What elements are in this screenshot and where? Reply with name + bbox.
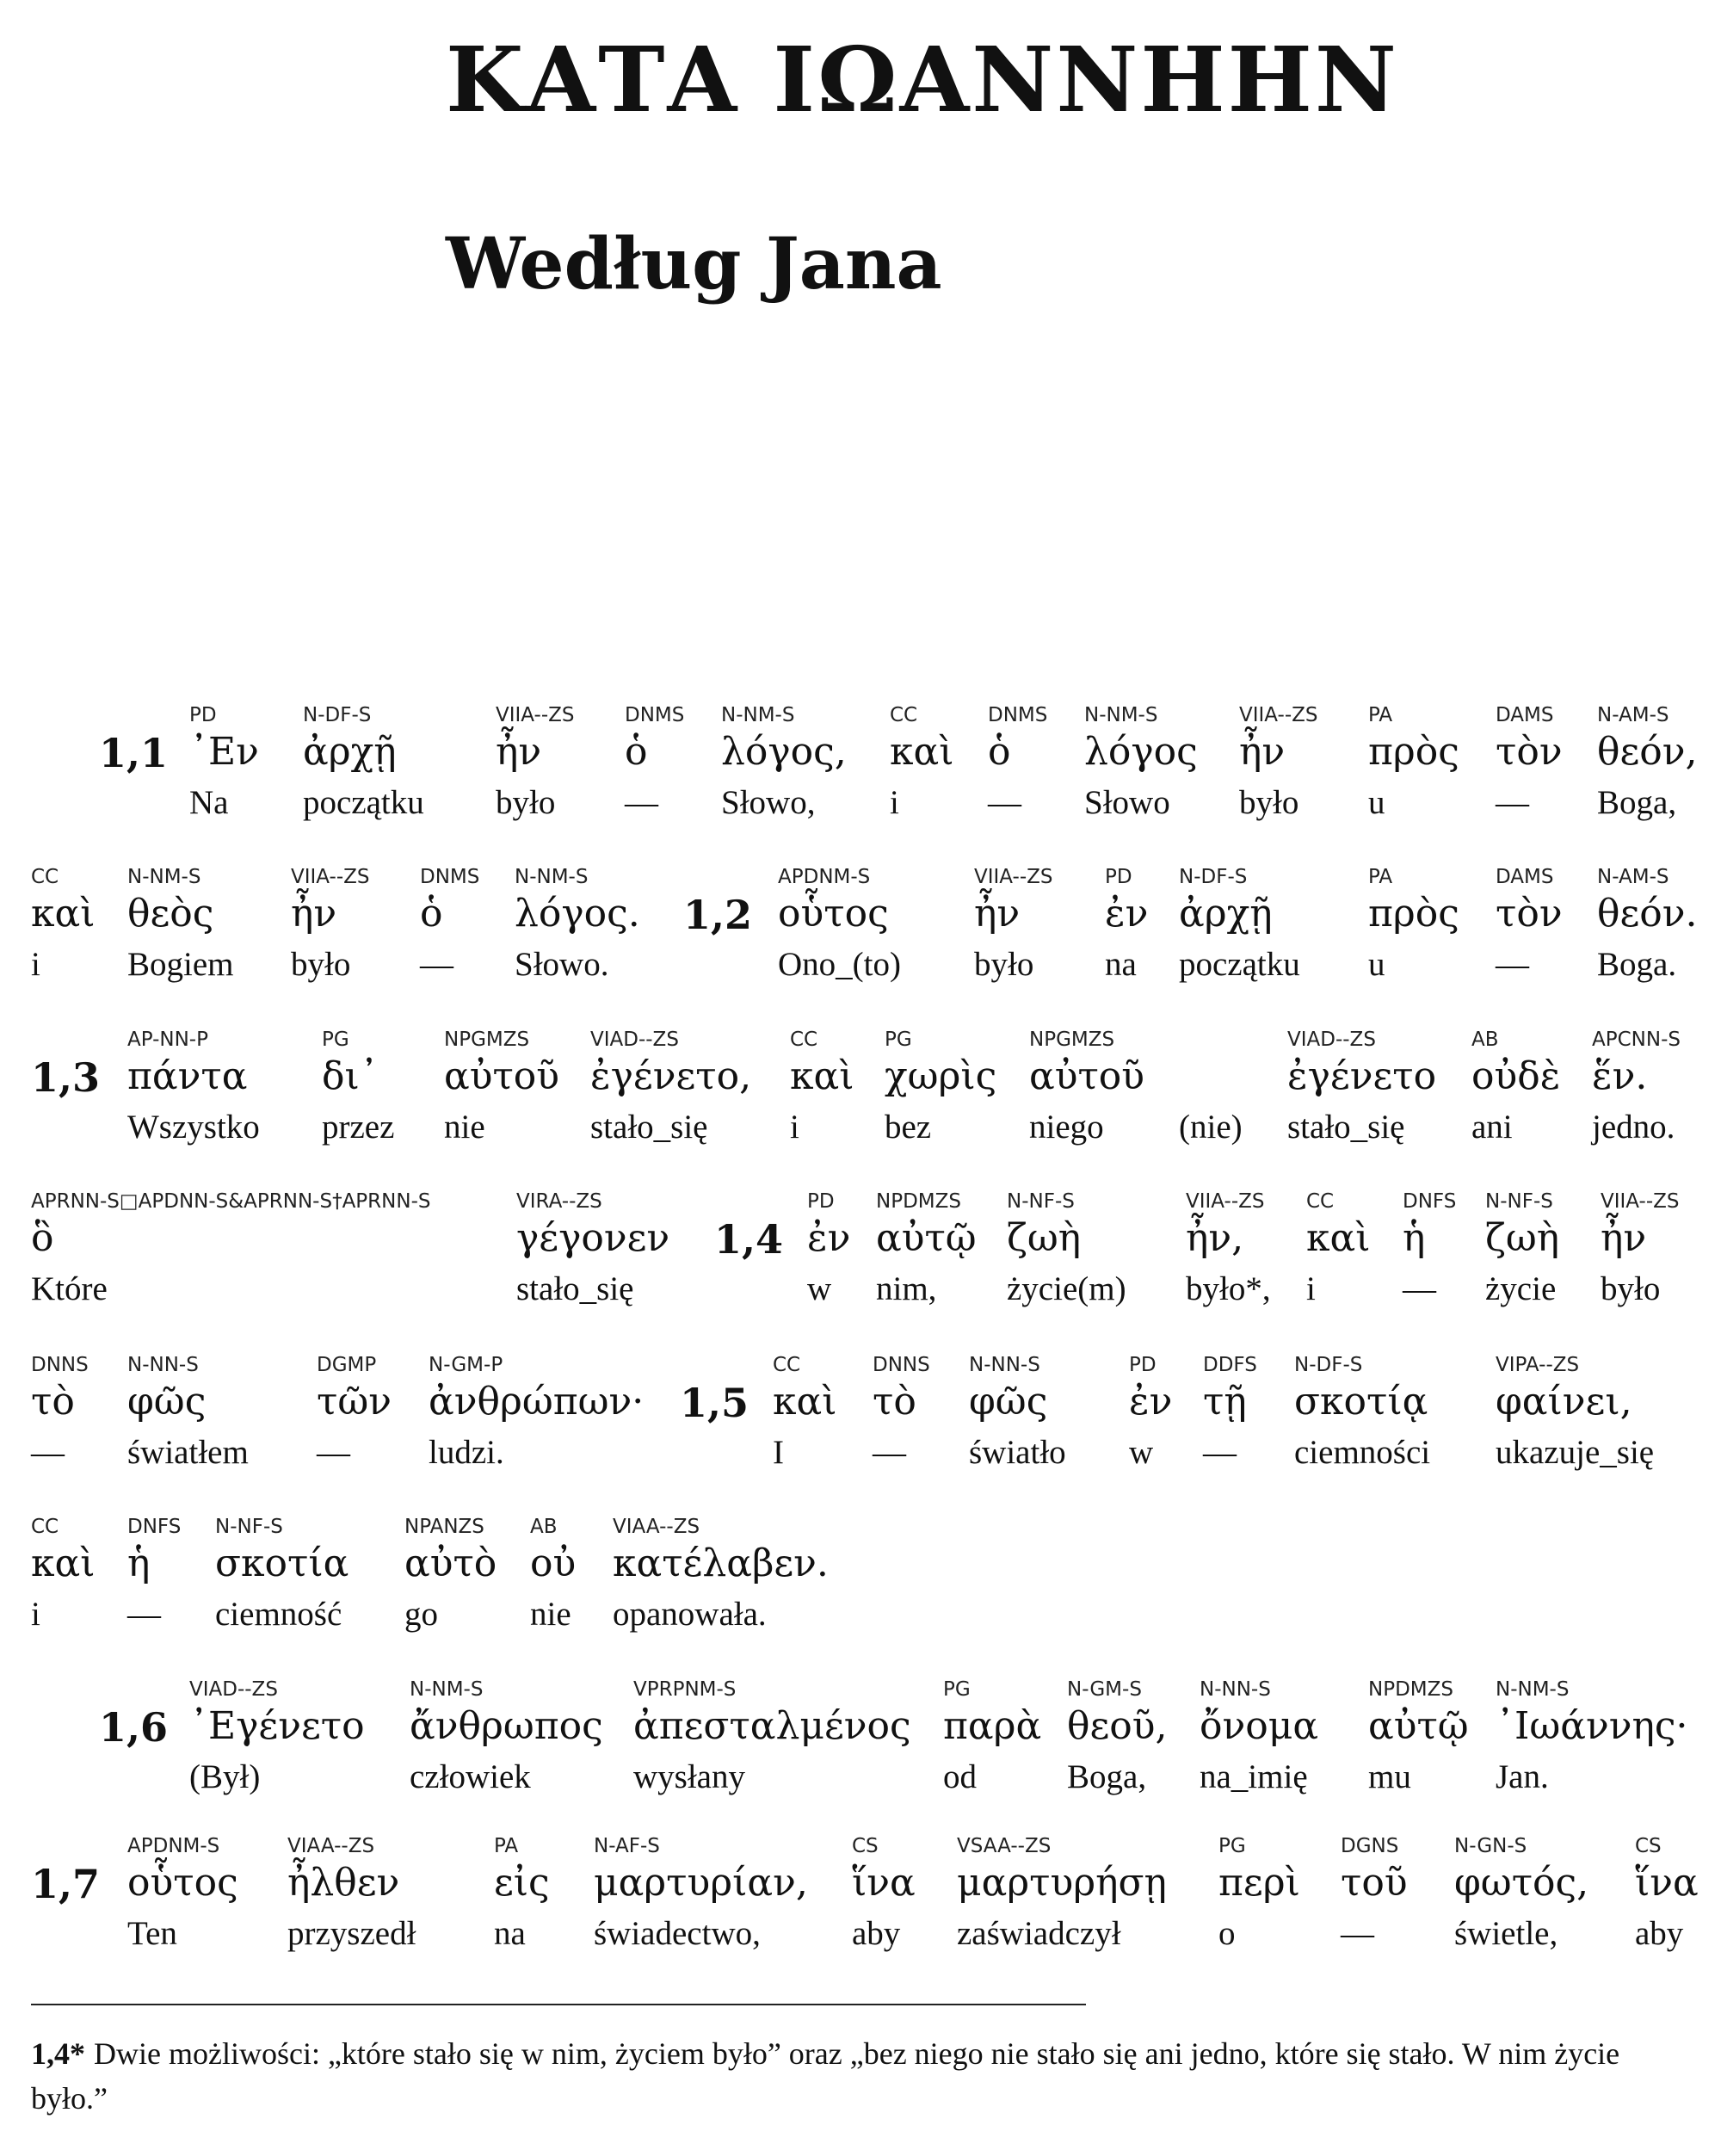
morph-tag: APCNN-S	[1592, 1029, 1681, 1051]
greek-word: κατέλαβεν.	[613, 1541, 829, 1585]
greek-word: ᾿Εγένετο	[189, 1704, 365, 1748]
greek-word: ἐν	[807, 1216, 851, 1260]
polish-gloss: niego	[1029, 1109, 1104, 1146]
greek-word: οὐ	[530, 1541, 577, 1585]
greek-word: φωτός,	[1454, 1861, 1589, 1905]
verse-block	[0, 1354, 1721, 1526]
verse-number: 1,5	[680, 1380, 749, 1426]
greek-word: καὶ	[1306, 1216, 1371, 1260]
greek-word: ἀρχῇ	[1179, 892, 1273, 936]
polish-gloss: Boga.	[1597, 946, 1677, 983]
greek-word: ἵνα	[1635, 1861, 1699, 1905]
polish-gloss: i	[890, 784, 899, 821]
greek-word: τὸν	[1496, 892, 1563, 936]
polish-gloss: Słowo.	[515, 946, 609, 983]
greek-word: ἦν	[1601, 1216, 1647, 1260]
polish-gloss: Ono_(to)	[778, 946, 901, 983]
greek-word: ἵνα	[852, 1861, 916, 1905]
polish-gloss: u	[1368, 784, 1385, 821]
morph-tag: N-NF-S	[1007, 1190, 1075, 1213]
greek-word: καὶ	[31, 1541, 96, 1585]
polish-gloss: człowiek	[410, 1758, 531, 1795]
polish-gloss: —	[988, 784, 1021, 821]
morph-tag: DNFS	[1403, 1190, 1457, 1213]
morph-tag: VIIA--ZS	[1239, 704, 1318, 726]
morph-tag: N-NM-S	[721, 704, 795, 726]
greek-word: ἀρχῇ	[303, 730, 397, 774]
polish-gloss: o	[1218, 1915, 1236, 1952]
polish-gloss: —	[1403, 1270, 1436, 1307]
polish-gloss: zaświadczył	[957, 1915, 1121, 1952]
polish-gloss: Bogiem	[127, 946, 234, 983]
greek-word: ἐγένετο,	[590, 1054, 752, 1098]
polish-gloss: ukazuje_się	[1496, 1434, 1655, 1471]
greek-word: δι᾿	[322, 1054, 379, 1098]
morph-tag: DAMS	[1496, 866, 1554, 888]
polish-gloss: aby	[1635, 1915, 1684, 1952]
verse-block	[0, 1835, 1721, 2007]
greek-word: λόγος	[1084, 730, 1198, 774]
polish-gloss: i	[790, 1109, 799, 1146]
greek-word: ᾿Ιωάννης·	[1496, 1704, 1688, 1748]
greek-word: περὶ	[1218, 1861, 1300, 1905]
morph-tag: N-NN-S	[127, 1354, 199, 1376]
greek-word: ὁ	[988, 730, 1011, 774]
greek-word: ἀνθρώπων·	[429, 1380, 645, 1424]
greek-word: καὶ	[890, 730, 954, 774]
morph-tag: N-GM-S	[1067, 1678, 1142, 1701]
polish-gloss: (Był)	[189, 1758, 261, 1795]
morph-tag: N-NN-S	[1200, 1678, 1271, 1701]
morph-tag: N-AM-S	[1597, 704, 1669, 726]
verse-number: 1,1	[99, 730, 169, 776]
greek-word: ἕν.	[1592, 1054, 1648, 1098]
morph-tag: NPGMZS	[444, 1029, 530, 1051]
greek-word: μαρτυρίαν,	[594, 1861, 808, 1905]
greek-word: θεὸς	[127, 892, 214, 936]
morph-tag: VIAA--ZS	[613, 1516, 700, 1538]
greek-word: ἦν	[291, 892, 337, 936]
greek-word: ζωὴ	[1007, 1216, 1082, 1260]
greek-word: ἐν	[1105, 892, 1149, 936]
polish-gloss: na	[1105, 946, 1137, 983]
morph-tag: VIRA--ZS	[516, 1190, 602, 1213]
morph-tag: DNFS	[127, 1516, 182, 1538]
morph-tag: PD	[1105, 866, 1132, 888]
morph-tag: DNMS	[988, 704, 1048, 726]
morph-tag: N-NF-S	[1485, 1190, 1553, 1213]
polish-gloss: było	[1601, 1270, 1661, 1307]
greek-word: ἦλθεν	[287, 1861, 400, 1905]
morph-tag: AB	[530, 1516, 558, 1538]
polish-gloss: Wszystko	[127, 1109, 260, 1146]
polish-gloss: —	[317, 1434, 350, 1471]
morph-tag: CS	[1635, 1835, 1662, 1857]
greek-word: τὸ	[873, 1380, 916, 1424]
greek-word: σκοτία	[215, 1541, 349, 1585]
morph-tag: NPDMZS	[876, 1190, 961, 1213]
polish-gloss: Słowo,	[721, 784, 816, 821]
morph-tag: CC	[773, 1354, 801, 1376]
greek-word: ἡ	[127, 1541, 151, 1585]
polish-gloss: światło	[969, 1434, 1066, 1471]
polish-gloss: było	[1239, 784, 1299, 821]
polish-gloss: początku	[1179, 946, 1300, 983]
greek-word: αὐτὸ	[404, 1541, 497, 1585]
greek-word: καὶ	[31, 892, 96, 936]
polish-gloss: nim,	[876, 1270, 937, 1307]
greek-word: ἐγένετο	[1287, 1054, 1437, 1098]
polish-gloss: nie	[444, 1109, 485, 1146]
greek-word: πάντα	[127, 1054, 248, 1098]
greek-word: ὄνομα	[1200, 1704, 1319, 1748]
greek-word: οὗτος	[127, 1861, 238, 1905]
polish-gloss: stało_się	[590, 1109, 708, 1146]
morph-tag: N-NM-S	[127, 866, 201, 888]
polish-gloss: Które	[31, 1270, 108, 1307]
greek-word: αὐτῷ	[1368, 1704, 1469, 1748]
greek-word: μαρτυρήσῃ	[957, 1861, 1167, 1905]
polish-gloss: —	[1341, 1915, 1374, 1952]
polish-gloss: w	[1129, 1434, 1154, 1471]
greek-word: ἦν	[974, 892, 1021, 936]
morph-tag: DNMS	[420, 866, 480, 888]
morph-tag: N-NM-S	[1496, 1678, 1570, 1701]
greek-word: ᾿Εν	[189, 730, 259, 774]
greek-word: πρὸς	[1368, 892, 1459, 936]
verse-block	[0, 866, 1721, 1038]
polish-gloss: na_imię	[1200, 1758, 1308, 1795]
greek-word: τῇ	[1203, 1380, 1247, 1424]
polish-gloss: —	[1496, 946, 1529, 983]
greek-word: καὶ	[773, 1380, 837, 1424]
morph-tag: DNNS	[31, 1354, 89, 1376]
polish-gloss: ludzi.	[429, 1434, 504, 1471]
polish-gloss: w	[807, 1270, 832, 1307]
morph-tag: APRNN-S□APDNN-S&APRNN-S†APRNN-S	[31, 1190, 431, 1213]
polish-gloss: przyszedł	[287, 1915, 416, 1952]
polish-gloss: na	[494, 1915, 526, 1952]
morph-tag: VIAA--ZS	[287, 1835, 375, 1857]
morph-tag: VPRPNM-S	[633, 1678, 737, 1701]
polish-gloss: stało_się	[1287, 1109, 1405, 1146]
morph-tag: VIPA--ZS	[1496, 1354, 1580, 1376]
morph-tag: VSAA--ZS	[957, 1835, 1052, 1857]
morph-tag: N-NM-S	[1084, 704, 1158, 726]
morph-tag: DAMS	[1496, 704, 1554, 726]
polish-gloss: I	[773, 1434, 784, 1471]
morph-tag: CC	[31, 1516, 59, 1538]
morph-tag: PG	[1218, 1835, 1246, 1857]
morph-tag: NPANZS	[404, 1516, 484, 1538]
morph-tag: VIAD--ZS	[1287, 1029, 1376, 1051]
polish-gloss: —	[1496, 784, 1529, 821]
book-title-greek: ΚΑΤΑ ΙΩΑΝΝΗΗΝ	[446, 27, 1399, 133]
polish-gloss: Na	[189, 784, 229, 821]
polish-gloss: od	[943, 1758, 977, 1795]
verse-number: 1,6	[99, 1704, 169, 1751]
morph-tag: N-GN-S	[1454, 1835, 1527, 1857]
morph-tag: DNNS	[873, 1354, 930, 1376]
morph-tag: PD	[189, 704, 217, 726]
polish-gloss: ciemności	[1294, 1434, 1431, 1471]
morph-tag: N-DF-S	[1179, 866, 1248, 888]
greek-word: οὐδὲ	[1471, 1054, 1561, 1098]
morph-tag: PD	[807, 1190, 835, 1213]
morph-tag: CC	[790, 1029, 818, 1051]
polish-gloss: —	[625, 784, 658, 821]
morph-tag: NPDMZS	[1368, 1678, 1453, 1701]
morph-tag: PA	[1368, 704, 1393, 726]
polish-gloss: nie	[530, 1596, 571, 1633]
polish-gloss: mu	[1368, 1758, 1411, 1795]
greek-word: χωρὶς	[885, 1054, 997, 1098]
polish-gloss: ani	[1471, 1109, 1513, 1146]
greek-word: οὗτος	[778, 892, 889, 936]
morph-tag: VIIA--ZS	[496, 704, 575, 726]
greek-word: θεόν,	[1597, 730, 1698, 774]
morph-tag: VIIA--ZS	[1186, 1190, 1265, 1213]
greek-word: τὸ	[31, 1380, 75, 1424]
greek-word: εἰς	[494, 1861, 550, 1905]
greek-word: γέγονεν	[516, 1216, 670, 1260]
polish-gloss: Boga,	[1067, 1758, 1147, 1795]
morph-tag: PG	[943, 1678, 971, 1701]
polish-gloss: i	[31, 946, 40, 983]
footnote-reference: 1,4*	[31, 2036, 85, 2071]
polish-gloss: wysłany	[633, 1758, 745, 1795]
footnote-text: Dwie możliwości: „które stało się w nim, życiem było” oraz „bez niego nie stało się ani jedno, które się stało. W nim życie było.”	[31, 2036, 1620, 2116]
polish-gloss: —	[420, 946, 453, 983]
verse-block	[0, 1678, 1721, 1850]
greek-word: καὶ	[790, 1054, 854, 1098]
footnote-divider	[31, 2004, 1086, 2005]
polish-gloss: —	[873, 1434, 906, 1471]
morph-tag: N-NM-S	[515, 866, 589, 888]
greek-word: αὐτοῦ	[1029, 1054, 1145, 1098]
morph-tag: CS	[852, 1835, 879, 1857]
morph-tag: NPGMZS	[1029, 1029, 1115, 1051]
morph-tag: N-AF-S	[594, 1835, 660, 1857]
polish-gloss: życie(m)	[1007, 1270, 1126, 1307]
polish-gloss: (nie)	[1179, 1109, 1243, 1146]
polish-gloss: Ten	[127, 1915, 177, 1952]
polish-gloss: Jan.	[1496, 1758, 1549, 1795]
polish-gloss: przez	[322, 1109, 395, 1146]
greek-word: ἦν	[496, 730, 542, 774]
polish-gloss: —	[127, 1596, 161, 1633]
polish-gloss: bez	[885, 1109, 932, 1146]
polish-gloss: go	[404, 1596, 438, 1633]
polish-gloss: początku	[303, 784, 424, 821]
morph-tag: APDNM-S	[127, 1835, 220, 1857]
greek-word: φαίνει,	[1496, 1380, 1632, 1424]
polish-gloss: ciemność	[215, 1596, 342, 1633]
verse-block	[0, 704, 1721, 876]
morph-tag: DGMP	[317, 1354, 377, 1376]
morph-tag: VIAD--ZS	[189, 1678, 278, 1701]
morph-tag: N-NM-S	[410, 1678, 484, 1701]
morph-tag: VIAD--ZS	[590, 1029, 679, 1051]
greek-word: τῶν	[317, 1380, 392, 1424]
polish-gloss: u	[1368, 946, 1385, 983]
greek-word: αὐτοῦ	[444, 1054, 560, 1098]
polish-gloss: jedno.	[1592, 1109, 1675, 1146]
verse-block	[0, 1029, 1721, 1201]
greek-word: πρὸς	[1368, 730, 1459, 774]
morph-tag: N-DF-S	[303, 704, 372, 726]
morph-tag: PG	[322, 1029, 349, 1051]
polish-gloss: było*,	[1186, 1270, 1271, 1307]
greek-word: ζωὴ	[1485, 1216, 1560, 1260]
verse-block	[0, 1516, 1721, 1688]
greek-word: θεοῦ,	[1067, 1704, 1168, 1748]
polish-gloss: światłem	[127, 1434, 249, 1471]
polish-gloss: —	[1203, 1434, 1237, 1471]
greek-word: ἦν,	[1186, 1216, 1244, 1260]
morph-tag: PA	[494, 1835, 519, 1857]
greek-word: σκοτίᾳ	[1294, 1380, 1428, 1424]
morph-tag: DDFS	[1203, 1354, 1257, 1376]
morph-tag: DNMS	[625, 704, 685, 726]
morph-tag: N-NN-S	[969, 1354, 1040, 1376]
polish-gloss: Słowo	[1084, 784, 1170, 821]
greek-word: παρὰ	[943, 1704, 1042, 1748]
polish-gloss: stało_się	[516, 1270, 634, 1307]
footnote	[31, 2031, 1700, 2121]
morph-tag: VIIA--ZS	[974, 866, 1053, 888]
greek-word: ὁ	[625, 730, 648, 774]
greek-word: φῶς	[969, 1380, 1048, 1424]
polish-gloss: było	[496, 784, 556, 821]
greek-word: τὸν	[1496, 730, 1563, 774]
polish-gloss: było	[974, 946, 1034, 983]
greek-word: θεόν.	[1597, 892, 1698, 936]
polish-gloss: i	[1306, 1270, 1316, 1307]
greek-word: λόγος.	[515, 892, 640, 936]
morph-tag: CC	[1306, 1190, 1335, 1213]
greek-word: φῶς	[127, 1380, 207, 1424]
morph-tag: N-DF-S	[1294, 1354, 1363, 1376]
polish-gloss: Boga,	[1597, 784, 1677, 821]
greek-word: ἦν	[1239, 730, 1286, 774]
verse-block	[0, 1190, 1721, 1362]
verse-number: 1,3	[31, 1054, 101, 1101]
polish-gloss: było	[291, 946, 351, 983]
book-title-polish: Według Jana	[446, 223, 942, 306]
polish-gloss: opanowała.	[613, 1596, 767, 1633]
greek-word: αὐτῷ	[876, 1216, 977, 1260]
greek-word: λόγος,	[721, 730, 847, 774]
greek-word: ἀπεσταλμένος	[633, 1704, 911, 1748]
greek-word: ἄνθρωπος	[410, 1704, 603, 1748]
morph-tag: PG	[885, 1029, 912, 1051]
morph-tag: CC	[890, 704, 918, 726]
greek-word: ἐν	[1129, 1380, 1173, 1424]
morph-tag: N-NF-S	[215, 1516, 283, 1538]
morph-tag: AP-NN-P	[127, 1029, 208, 1051]
morph-tag: APDNM-S	[778, 866, 871, 888]
verse-number: 1,7	[31, 1861, 101, 1907]
morph-tag: N-AM-S	[1597, 866, 1669, 888]
verse-number: 1,4	[714, 1216, 784, 1263]
morph-tag: VIIA--ZS	[291, 866, 370, 888]
polish-gloss: życie	[1485, 1270, 1557, 1307]
greek-word: τοῦ	[1341, 1861, 1408, 1905]
morph-tag: PD	[1129, 1354, 1157, 1376]
morph-tag: VIIA--ZS	[1601, 1190, 1680, 1213]
greek-word: ἡ	[1403, 1216, 1426, 1260]
morph-tag: DGNS	[1341, 1835, 1399, 1857]
morph-tag: N-GM-P	[429, 1354, 503, 1376]
polish-gloss: świetle,	[1454, 1915, 1558, 1952]
morph-tag: PA	[1368, 866, 1393, 888]
greek-word: ὃ	[31, 1216, 54, 1260]
morph-tag: CC	[31, 866, 59, 888]
greek-word: ὁ	[420, 892, 443, 936]
morph-tag: AB	[1471, 1029, 1499, 1051]
polish-gloss: aby	[852, 1915, 901, 1952]
polish-gloss: —	[31, 1434, 65, 1471]
polish-gloss: i	[31, 1596, 40, 1633]
polish-gloss: świadectwo,	[594, 1915, 761, 1952]
verse-number: 1,2	[683, 892, 753, 938]
